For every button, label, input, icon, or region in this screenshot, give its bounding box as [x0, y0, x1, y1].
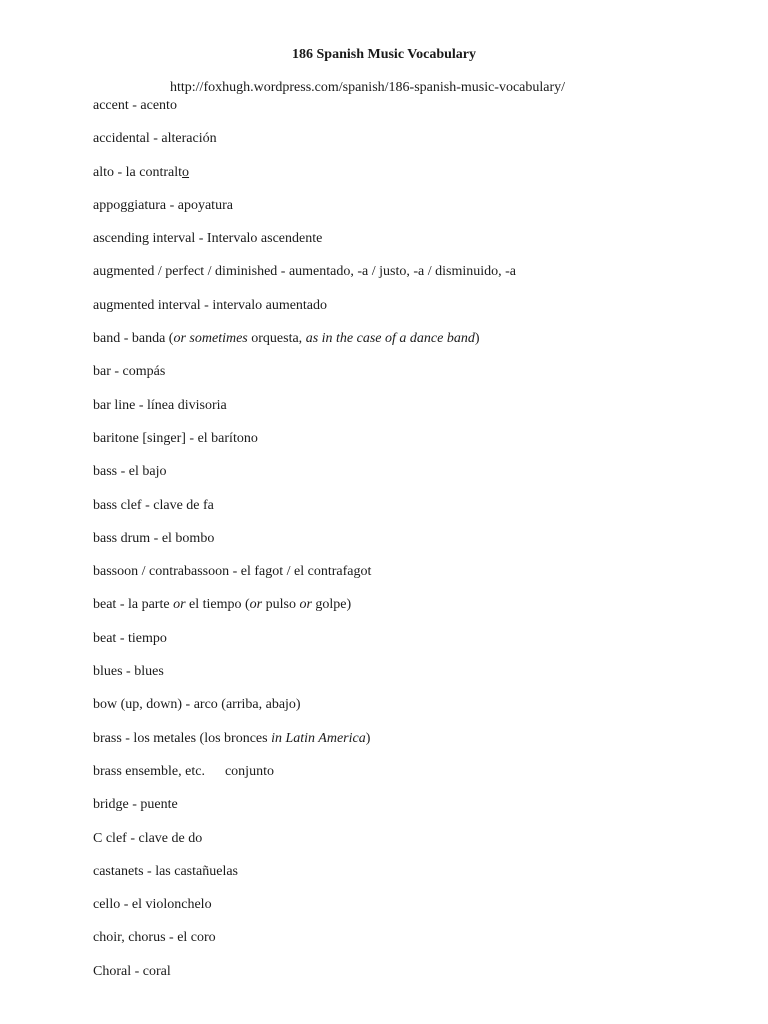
entry-text: el tiempo (	[185, 597, 250, 613]
entry-text: C clef - clave de do	[93, 830, 203, 846]
vocabulary-entry	[93, 230, 733, 263]
vocabulary-entry	[93, 363, 733, 396]
vocabulary-entry	[93, 530, 733, 563]
entry-text: beat - la parte	[93, 597, 174, 613]
entry-text: bar line - línea divisoria	[93, 397, 227, 413]
vocabulary-entry	[93, 663, 733, 696]
entry-text: beat - tiempo	[93, 630, 167, 646]
vocabulary-entry	[93, 330, 733, 363]
entry-text: cello - el violonchelo	[93, 897, 212, 913]
entry-text: alto - la contralt	[93, 164, 183, 180]
entry-text: castanets - las castañuelas	[93, 863, 238, 879]
entry-text: )	[365, 730, 371, 746]
entry-note: or sometimes	[173, 331, 248, 347]
entry-text: bow (up, down) - arco (arriba, abajo)	[93, 697, 301, 713]
vocabulary-entry	[93, 297, 733, 330]
entry-text: brass - los metales (los bronces	[93, 730, 272, 746]
vocabulary-entry	[93, 730, 733, 763]
vocabulary-list	[93, 97, 733, 996]
entry-text: Choral - coral	[93, 963, 171, 979]
vocabulary-entry	[93, 696, 733, 729]
entry-note: or	[299, 597, 312, 613]
entry-text: brass ensemble, etc.	[93, 763, 205, 779]
entry-text: o	[182, 164, 190, 180]
entry-text: accidental - alteración	[93, 131, 217, 147]
vocabulary-entry	[93, 963, 733, 996]
entry-text: bassoon / contrabassoon - el fagot / el contrafagot	[93, 564, 372, 580]
source-url[interactable]: http://foxhugh.wordpress.com/spanish/186-spanish-music-vocabulary/	[170, 80, 566, 95]
entry-text: choir, chorus - el coro	[93, 930, 216, 946]
entry-text: bass drum - el bombo	[93, 530, 215, 546]
vocabulary-entry	[93, 896, 733, 929]
vocabulary-entry	[93, 563, 733, 596]
vocabulary-entry	[93, 97, 733, 130]
vocabulary-entry	[93, 929, 733, 962]
entry-text: blues - blues	[93, 664, 164, 680]
entry-text: orquesta,	[247, 331, 306, 347]
entry-text: pulso	[262, 597, 300, 613]
vocabulary-entry	[93, 497, 733, 530]
entry-text: conjunto	[224, 763, 274, 779]
entry-text: accent - acento	[93, 98, 177, 113]
entry-text: bass clef - clave de fa	[93, 497, 214, 513]
vocabulary-entry	[93, 130, 733, 163]
entry-text: appoggiatura - apoyatura	[93, 197, 233, 213]
vocabulary-entry	[93, 463, 733, 496]
entry-text: )	[474, 331, 480, 347]
entry-note: or	[249, 597, 263, 613]
entry-note: or	[173, 597, 186, 613]
entry-text: bridge - puente	[93, 797, 178, 813]
document-title: 186 Spanish Music Vocabulary	[292, 47, 476, 62]
entry-text: bar - compás	[93, 364, 166, 380]
entry-text: ascending interval - Intervalo ascendente	[93, 231, 323, 247]
entry-note: in Latin America	[271, 730, 366, 746]
entry-text: augmented / perfect / diminished - aumentado, -a / justo, -a / disminuido, -a	[93, 264, 517, 280]
vocabulary-entry	[93, 796, 733, 829]
vocabulary-entry	[93, 263, 733, 296]
vocabulary-entry	[93, 630, 733, 663]
entry-text: baritone [singer] - el barítono	[93, 430, 258, 446]
entry-text: augmented interval - intervalo aumentado	[93, 297, 328, 313]
vocabulary-entry	[93, 863, 733, 896]
vocabulary-entry	[93, 430, 733, 463]
entry-text: bass - el bajo	[93, 464, 167, 480]
vocabulary-entry	[93, 830, 733, 863]
entry-text: band - banda (	[93, 331, 174, 347]
vocabulary-entry	[93, 763, 733, 796]
entry-text: golpe)	[311, 597, 352, 613]
vocabulary-entry	[93, 164, 733, 197]
vocabulary-entry	[93, 397, 733, 430]
entry-note: as in the case of a dance band	[305, 331, 475, 347]
vocabulary-entry	[93, 596, 733, 629]
vocabulary-entry	[93, 197, 733, 230]
